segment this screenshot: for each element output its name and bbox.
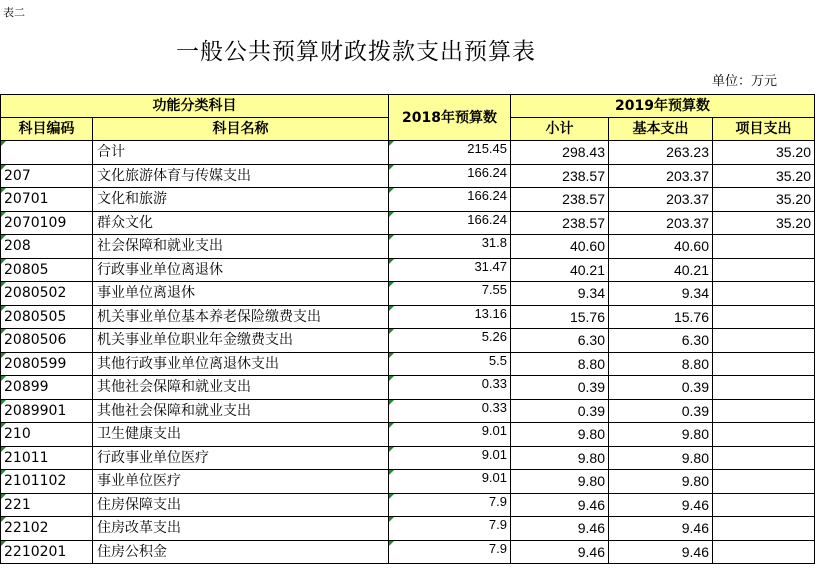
subtotal-cell-text: 9.46 bbox=[577, 520, 605, 537]
table-row bbox=[1, 188, 815, 212]
table-row bbox=[1, 376, 815, 400]
table-header bbox=[1, 95, 815, 141]
basic-cell[interactable] bbox=[609, 164, 713, 188]
basic-cell-text: 203.37 bbox=[666, 191, 709, 208]
cell-indicator-icon bbox=[389, 353, 394, 358]
table-row bbox=[1, 329, 815, 353]
code-cell-text: 2101102 bbox=[4, 473, 67, 490]
name-cell-text: 卫生健康支出 bbox=[97, 426, 181, 443]
table-row bbox=[1, 352, 815, 376]
budget-2018-cell[interactable] bbox=[389, 164, 511, 188]
name-cell[interactable] bbox=[93, 517, 389, 541]
unit-label: 单位：万元 bbox=[712, 74, 778, 89]
cell-indicator-icon bbox=[1, 165, 6, 170]
cell-indicator-icon bbox=[389, 423, 394, 428]
budget-2018-cell[interactable] bbox=[389, 352, 511, 376]
basic-cell-text: 8.80 bbox=[681, 355, 709, 372]
cell-indicator-icon bbox=[389, 165, 394, 170]
cell-indicator-icon bbox=[389, 494, 394, 499]
project-cell[interactable] bbox=[713, 517, 815, 541]
name-cell[interactable] bbox=[93, 540, 389, 564]
basic-cell-text: 0.39 bbox=[681, 402, 709, 419]
code-cell[interactable] bbox=[1, 376, 93, 400]
budget-2018-cell-text: 9.01 bbox=[481, 423, 507, 438]
name-cell-text: 住房改革支出 bbox=[97, 520, 181, 537]
cell-indicator-icon bbox=[389, 470, 394, 475]
table-row bbox=[1, 305, 815, 329]
budget-2018-cell-text: 13.16 bbox=[474, 305, 507, 321]
name-cell-text: 机关事业单位基本养老保险缴费支出 bbox=[97, 308, 321, 325]
subtotal-cell[interactable] bbox=[511, 188, 609, 212]
budget-2018-cell-text: 5.5 bbox=[488, 352, 507, 368]
basic-cell[interactable] bbox=[609, 540, 713, 564]
project-cell[interactable] bbox=[713, 188, 815, 212]
budget-2018-cell[interactable] bbox=[389, 399, 511, 423]
name-cell-text: 文化和旅游 bbox=[97, 191, 167, 208]
basic-cell[interactable] bbox=[609, 493, 713, 517]
cell-indicator-icon bbox=[1, 470, 6, 475]
table-row bbox=[1, 493, 815, 517]
budget-2018-cell-text: 0.33 bbox=[481, 376, 507, 391]
basic-cell-text: 9.46 bbox=[681, 520, 709, 537]
cell-indicator-icon bbox=[1, 517, 6, 522]
table-row bbox=[1, 258, 815, 282]
subtotal-cell[interactable] bbox=[511, 470, 609, 494]
name-cell[interactable] bbox=[93, 399, 389, 423]
basic-cell-text: 263.23 bbox=[666, 144, 709, 161]
basic-cell[interactable] bbox=[609, 235, 713, 259]
subtotal-cell[interactable] bbox=[511, 493, 609, 517]
code-cell-text: 2070109 bbox=[4, 214, 67, 231]
code-cell[interactable] bbox=[1, 211, 93, 235]
table-row bbox=[1, 446, 815, 470]
code-cell-text: 2080502 bbox=[4, 285, 67, 302]
header-budget-2018: 2018年预算数 bbox=[389, 95, 511, 141]
budget-2018-cell-text: 166.24 bbox=[467, 164, 507, 180]
name-cell-text: 其他社会保障和就业支出 bbox=[97, 379, 251, 396]
budget-2018-cell-text: 31.8 bbox=[481, 235, 507, 250]
subtotal-cell-text: 9.80 bbox=[577, 426, 605, 443]
header-category-group: 功能分类科目 bbox=[1, 95, 389, 118]
name-cell-text: 社会保障和就业支出 bbox=[97, 238, 223, 255]
header-project: 项目支出 bbox=[713, 118, 815, 141]
header-budget-2019-group: 2019年预算数 bbox=[511, 95, 815, 118]
basic-cell[interactable] bbox=[609, 258, 713, 282]
budget-2018-cell[interactable] bbox=[389, 188, 511, 212]
project-cell[interactable] bbox=[713, 141, 815, 165]
budget-2018-cell-text: 7.9 bbox=[488, 540, 507, 556]
cell-indicator-icon bbox=[1, 400, 6, 405]
cell-indicator-icon bbox=[389, 447, 394, 452]
code-cell[interactable] bbox=[1, 540, 93, 564]
budget-2018-cell[interactable] bbox=[389, 305, 511, 329]
budget-2018-cell-text: 31.47 bbox=[474, 258, 507, 274]
code-cell[interactable] bbox=[1, 493, 93, 517]
basic-cell[interactable] bbox=[609, 188, 713, 212]
code-cell-text: 2080505 bbox=[4, 308, 67, 325]
cell-indicator-icon bbox=[389, 282, 394, 287]
project-cell-text: 35.20 bbox=[775, 214, 812, 231]
basic-cell[interactable] bbox=[609, 517, 713, 541]
code-cell[interactable] bbox=[1, 282, 93, 306]
budget-2018-cell[interactable] bbox=[389, 376, 511, 400]
basic-cell[interactable] bbox=[609, 305, 713, 329]
cell-indicator-icon bbox=[1, 329, 6, 334]
code-cell-text: 210 bbox=[4, 426, 31, 443]
subtotal-cell[interactable] bbox=[511, 235, 609, 259]
budget-2018-cell[interactable] bbox=[389, 470, 511, 494]
budget-table bbox=[0, 94, 815, 564]
table-row bbox=[1, 470, 815, 494]
subtotal-cell-text: 0.39 bbox=[577, 379, 605, 396]
project-cell-text: 35.20 bbox=[775, 191, 812, 208]
code-cell[interactable] bbox=[1, 258, 93, 282]
basic-cell[interactable] bbox=[609, 282, 713, 306]
budget-2018-cell[interactable] bbox=[389, 540, 511, 564]
budget-2018-cell[interactable] bbox=[389, 211, 511, 235]
name-cell[interactable] bbox=[93, 446, 389, 470]
subtotal-cell[interactable] bbox=[511, 141, 609, 165]
basic-cell[interactable] bbox=[609, 376, 713, 400]
table-row bbox=[1, 517, 815, 541]
basic-cell-text: 203.37 bbox=[666, 214, 709, 231]
code-cell[interactable] bbox=[1, 470, 93, 494]
code-cell[interactable] bbox=[1, 352, 93, 376]
cell-indicator-icon bbox=[389, 306, 394, 311]
budget-2018-cell-text: 166.24 bbox=[467, 211, 507, 227]
header-subtotal: 小计 bbox=[511, 118, 609, 141]
cell-indicator-icon bbox=[1, 259, 6, 264]
name-cell[interactable] bbox=[93, 470, 389, 494]
name-cell[interactable] bbox=[93, 282, 389, 306]
subtotal-cell[interactable] bbox=[511, 517, 609, 541]
basic-cell-text: 9.80 bbox=[681, 473, 709, 490]
basic-cell-text: 9.34 bbox=[681, 285, 709, 302]
basic-cell-text: 0.39 bbox=[681, 379, 709, 396]
budget-2018-cell-text: 9.01 bbox=[481, 470, 507, 485]
code-cell-text: 20805 bbox=[4, 261, 49, 278]
cell-indicator-icon bbox=[389, 517, 394, 522]
header-name: 科目名称 bbox=[93, 118, 389, 141]
cell-indicator-icon bbox=[389, 400, 394, 405]
basic-cell[interactable] bbox=[609, 423, 713, 447]
budget-2018-cell-text: 9.01 bbox=[481, 446, 507, 462]
cell-indicator-icon bbox=[1, 494, 6, 499]
subtotal-cell-text: 238.57 bbox=[562, 167, 605, 184]
basic-cell[interactable] bbox=[609, 352, 713, 376]
basic-cell[interactable] bbox=[609, 470, 713, 494]
budget-2018-cell-text: 0.33 bbox=[481, 399, 507, 415]
subtotal-cell-text: 0.39 bbox=[577, 402, 605, 419]
code-cell[interactable] bbox=[1, 423, 93, 447]
cell-indicator-icon bbox=[1, 306, 6, 311]
table-row bbox=[1, 141, 815, 165]
name-cell-text: 合计 bbox=[97, 144, 125, 161]
basic-cell-text: 15.76 bbox=[673, 308, 709, 325]
cell-indicator-icon bbox=[1, 447, 6, 452]
cell-indicator-icon bbox=[389, 329, 394, 334]
name-cell[interactable] bbox=[93, 164, 389, 188]
project-cell[interactable] bbox=[713, 211, 815, 235]
project-cell[interactable] bbox=[713, 399, 815, 423]
budget-2018-cell-text: 7.9 bbox=[488, 493, 507, 509]
subtotal-cell-text: 238.57 bbox=[562, 191, 605, 208]
subtotal-cell-text: 9.46 bbox=[577, 496, 605, 513]
budget-2018-cell[interactable] bbox=[389, 235, 511, 259]
project-cell[interactable] bbox=[713, 305, 815, 329]
subtotal-cell[interactable] bbox=[511, 352, 609, 376]
cell-indicator-icon bbox=[389, 541, 394, 546]
cell-indicator-icon bbox=[1, 423, 6, 428]
project-cell[interactable] bbox=[713, 540, 815, 564]
header-code: 科目编码 bbox=[1, 118, 93, 141]
name-cell-text: 住房保障支出 bbox=[97, 496, 181, 513]
table-row bbox=[1, 235, 815, 259]
basic-cell-text: 40.60 bbox=[673, 238, 709, 255]
cell-indicator-icon bbox=[1, 141, 6, 146]
basic-cell-text: 203.37 bbox=[666, 167, 709, 184]
budget-2018-cell[interactable] bbox=[389, 446, 511, 470]
name-cell[interactable] bbox=[93, 329, 389, 353]
code-cell[interactable] bbox=[1, 235, 93, 259]
name-cell-text: 其他行政事业单位离退休支出 bbox=[97, 355, 279, 372]
code-cell-text: 221 bbox=[4, 496, 31, 513]
project-cell[interactable] bbox=[713, 376, 815, 400]
project-cell-text: 35.20 bbox=[775, 144, 812, 161]
code-cell[interactable] bbox=[1, 329, 93, 353]
name-cell[interactable] bbox=[93, 188, 389, 212]
basic-cell[interactable] bbox=[609, 141, 713, 165]
code-cell-text: 22102 bbox=[4, 520, 49, 537]
name-cell-text: 群众文化 bbox=[97, 214, 153, 231]
subtotal-cell[interactable] bbox=[511, 446, 609, 470]
cell-indicator-icon bbox=[389, 188, 394, 193]
budget-2018-cell-text: 7.9 bbox=[488, 517, 507, 532]
table-row bbox=[1, 282, 815, 306]
name-cell-text: 其他社会保障和就业支出 bbox=[97, 402, 251, 419]
page-title: 一般公共预算财政拨款支出预算表 bbox=[176, 39, 536, 65]
budget-2018-cell[interactable] bbox=[389, 282, 511, 306]
cell-indicator-icon bbox=[1, 541, 6, 546]
name-cell[interactable] bbox=[93, 258, 389, 282]
project-cell-text: 35.20 bbox=[775, 167, 812, 184]
project-cell[interactable] bbox=[713, 470, 815, 494]
subtotal-cell-text: 298.43 bbox=[562, 144, 605, 161]
project-cell[interactable] bbox=[713, 282, 815, 306]
project-cell[interactable] bbox=[713, 235, 815, 259]
code-cell[interactable] bbox=[1, 141, 93, 165]
cell-indicator-icon bbox=[389, 376, 394, 381]
subtotal-cell[interactable] bbox=[511, 540, 609, 564]
header-basic: 基本支出 bbox=[609, 118, 713, 141]
budget-2018-cell-text: 215.45 bbox=[467, 141, 507, 156]
table-row bbox=[1, 211, 815, 235]
code-cell-text: 207 bbox=[4, 167, 31, 184]
project-cell[interactable] bbox=[713, 423, 815, 447]
basic-cell-text: 40.21 bbox=[673, 261, 709, 278]
subtotal-cell[interactable] bbox=[511, 164, 609, 188]
budget-2018-cell[interactable] bbox=[389, 493, 511, 517]
basic-cell-text: 6.30 bbox=[681, 332, 709, 349]
budget-2018-cell[interactable] bbox=[389, 423, 511, 447]
project-cell[interactable] bbox=[713, 164, 815, 188]
subtotal-cell-text: 9.80 bbox=[577, 449, 605, 466]
name-cell[interactable] bbox=[93, 211, 389, 235]
code-cell-text: 208 bbox=[4, 238, 31, 255]
basic-cell-text: 9.80 bbox=[681, 426, 709, 443]
code-cell[interactable] bbox=[1, 305, 93, 329]
code-cell[interactable] bbox=[1, 446, 93, 470]
table-row bbox=[1, 540, 815, 564]
basic-cell[interactable] bbox=[609, 446, 713, 470]
project-cell[interactable] bbox=[713, 493, 815, 517]
cell-indicator-icon bbox=[389, 141, 394, 146]
name-cell-text: 事业单位离退休 bbox=[97, 285, 195, 302]
subtotal-cell[interactable] bbox=[511, 282, 609, 306]
subtotal-cell-text: 8.80 bbox=[577, 355, 605, 372]
subtotal-cell-text: 9.80 bbox=[577, 473, 605, 490]
basic-cell-text: 9.80 bbox=[681, 449, 709, 466]
table-row bbox=[1, 399, 815, 423]
name-cell[interactable] bbox=[93, 376, 389, 400]
basic-cell[interactable] bbox=[609, 211, 713, 235]
table-body bbox=[1, 141, 815, 564]
cell-indicator-icon bbox=[389, 259, 394, 264]
cell-indicator-icon bbox=[1, 282, 6, 287]
code-cell[interactable] bbox=[1, 517, 93, 541]
subtotal-cell[interactable] bbox=[511, 305, 609, 329]
name-cell[interactable] bbox=[93, 235, 389, 259]
subtotal-cell-text: 15.76 bbox=[569, 308, 605, 325]
project-cell[interactable] bbox=[713, 446, 815, 470]
subtotal-cell-text: 238.57 bbox=[562, 214, 605, 231]
subtotal-cell-text: 9.34 bbox=[577, 285, 605, 302]
subtotal-cell-text: 40.60 bbox=[569, 238, 605, 255]
code-cell-text: 2089901 bbox=[4, 402, 67, 419]
budget-2018-cell[interactable] bbox=[389, 329, 511, 353]
sheet-label: 表二 bbox=[3, 6, 25, 19]
subtotal-cell-text: 9.46 bbox=[577, 543, 605, 560]
code-cell-text: 20899 bbox=[4, 379, 49, 396]
cell-indicator-icon bbox=[389, 235, 394, 240]
cell-indicator-icon bbox=[1, 188, 6, 193]
budget-2018-cell-text: 5.26 bbox=[481, 329, 507, 344]
basic-cell-text: 9.46 bbox=[681, 543, 709, 560]
subtotal-cell[interactable] bbox=[511, 423, 609, 447]
name-cell[interactable] bbox=[93, 493, 389, 517]
name-cell[interactable] bbox=[93, 423, 389, 447]
code-cell-text: 2080506 bbox=[4, 332, 67, 349]
budget-2018-cell-text: 166.24 bbox=[467, 188, 507, 203]
budget-2018-cell-text: 7.55 bbox=[481, 282, 507, 297]
basic-cell-text: 9.46 bbox=[681, 496, 709, 513]
name-cell-text: 行政事业单位离退休 bbox=[97, 261, 223, 278]
subtotal-cell-text: 6.30 bbox=[577, 332, 605, 349]
budget-2018-cell[interactable] bbox=[389, 141, 511, 165]
code-cell[interactable] bbox=[1, 188, 93, 212]
table-row bbox=[1, 423, 815, 447]
code-cell-text: 21011 bbox=[4, 449, 49, 466]
budget-2018-cell[interactable] bbox=[389, 517, 511, 541]
table-row bbox=[1, 164, 815, 188]
cell-indicator-icon bbox=[1, 212, 6, 217]
basic-cell[interactable] bbox=[609, 399, 713, 423]
project-cell[interactable] bbox=[713, 329, 815, 353]
name-cell-text: 机关事业单位职业年金缴费支出 bbox=[97, 332, 293, 349]
name-cell-text: 事业单位医疗 bbox=[97, 473, 181, 490]
budget-2018-cell[interactable] bbox=[389, 258, 511, 282]
subtotal-cell-text: 40.21 bbox=[569, 261, 605, 278]
cell-indicator-icon bbox=[1, 376, 6, 381]
subtotal-cell[interactable] bbox=[511, 211, 609, 235]
subtotal-cell[interactable] bbox=[511, 399, 609, 423]
name-cell[interactable] bbox=[93, 352, 389, 376]
code-cell[interactable] bbox=[1, 164, 93, 188]
subtotal-cell[interactable] bbox=[511, 329, 609, 353]
code-cell[interactable] bbox=[1, 399, 93, 423]
subtotal-cell[interactable] bbox=[511, 258, 609, 282]
name-cell[interactable] bbox=[93, 141, 389, 165]
subtotal-cell[interactable] bbox=[511, 376, 609, 400]
name-cell-text: 文化旅游体育与传媒支出 bbox=[97, 167, 251, 184]
name-cell-text: 住房公积金 bbox=[97, 543, 167, 560]
code-cell-text: 2080599 bbox=[4, 355, 67, 372]
cell-indicator-icon bbox=[1, 235, 6, 240]
project-cell[interactable] bbox=[713, 352, 815, 376]
name-cell-text: 行政事业单位医疗 bbox=[97, 449, 209, 466]
project-cell[interactable] bbox=[713, 258, 815, 282]
code-cell-text: 20701 bbox=[4, 191, 49, 208]
cell-indicator-icon bbox=[1, 353, 6, 358]
cell-indicator-icon bbox=[389, 212, 394, 217]
code-cell-text: 2210201 bbox=[4, 543, 67, 560]
basic-cell[interactable] bbox=[609, 329, 713, 353]
name-cell[interactable] bbox=[93, 305, 389, 329]
